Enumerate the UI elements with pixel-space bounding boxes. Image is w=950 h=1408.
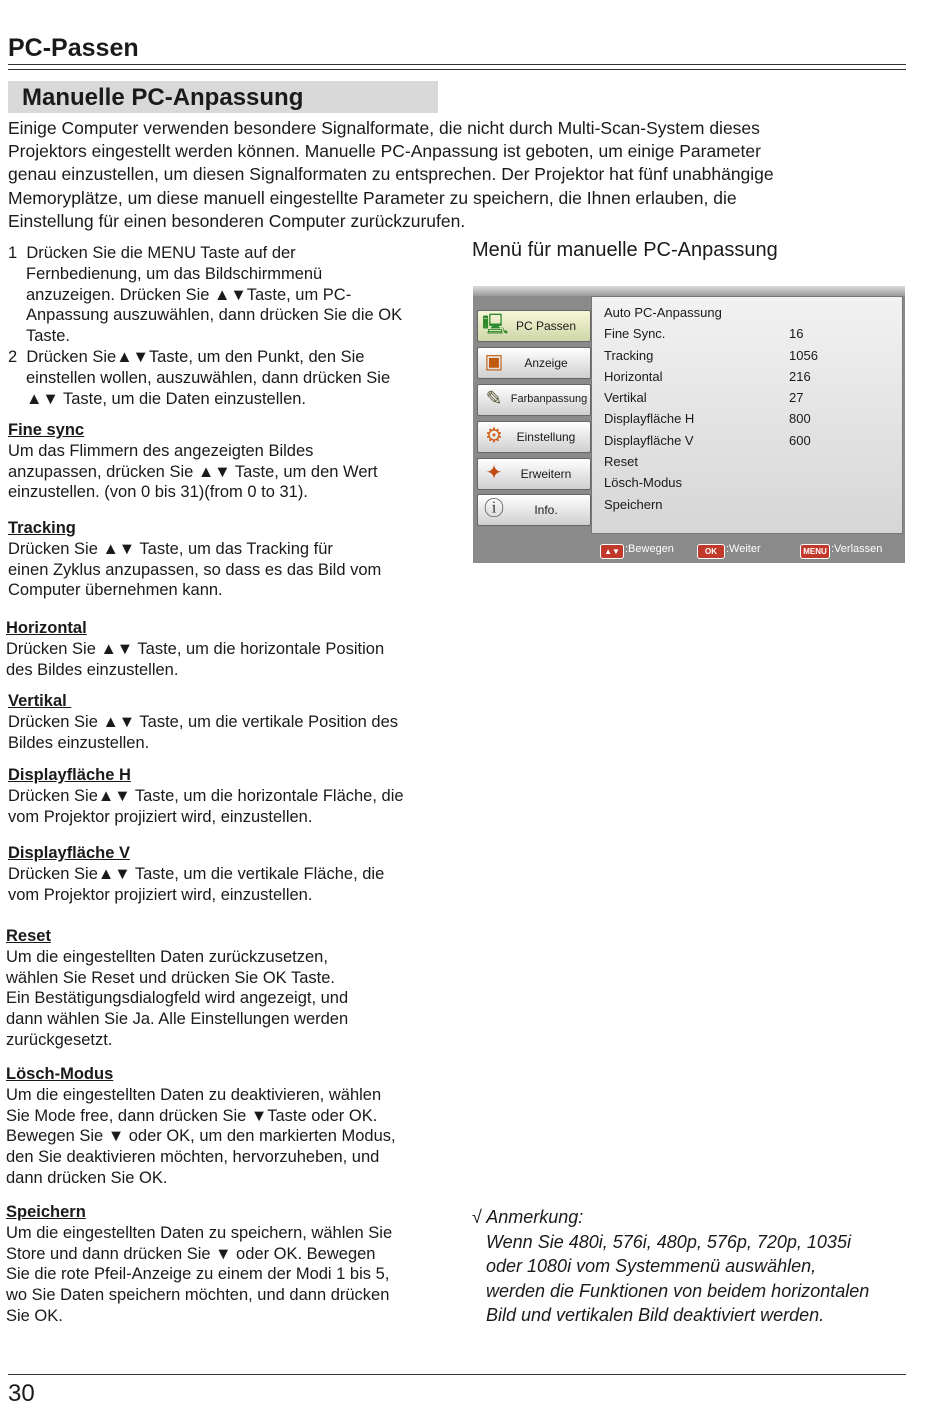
gears-icon: ⚙: [485, 425, 503, 447]
menu-caption: Menü für manuelle PC-Anpassung: [472, 239, 778, 261]
header-rule: [8, 64, 906, 65]
item-line: Drücken Sie ▲▼ Taste, um die horizontale Position: [6, 639, 385, 658]
osd-top-bar: [473, 286, 905, 296]
item-line: Drücken Sie ▲▼ Taste, um das Tracking für: [8, 539, 333, 558]
intro-line: Einige Computer verwenden besondere Signalformate, die nicht durch Multi-Scan-System dieses: [8, 118, 760, 138]
tab-label: Erweitern: [520, 467, 572, 481]
item-heading: Displayfläche H: [8, 766, 131, 784]
intro-line: Einstellung für einen besonderen Computer zurückzurufen.: [8, 210, 466, 231]
header-rule-thin: [8, 69, 906, 70]
item-line: Um die eingestellten Daten zurückzusetzen,: [6, 947, 328, 966]
menu-row-value: 216: [789, 369, 811, 384]
menu-row-label: Displayfläche V: [604, 433, 694, 448]
tab-pc-passen[interactable]: [477, 310, 591, 342]
note-line: werden die Funktionen von beidem horizontalen: [486, 1280, 870, 1301]
item-line: Drücken Sie▲▼ Taste, um die vertikale Fläche, die: [8, 864, 385, 883]
steps: [8, 243, 448, 409]
item-loesch-modus: [6, 1064, 446, 1189]
step-line: 1 Drücken Sie die MENU Taste auf der: [8, 244, 296, 262]
footer-rule: [8, 1374, 906, 1375]
item-line: Um die eingestellten Daten zu deaktivieren, wählen: [6, 1085, 382, 1104]
info-icon: ⓘ: [484, 498, 504, 520]
menu-row-fine-sync[interactable]: [604, 323, 894, 344]
item-vertikal: [8, 691, 448, 753]
note-title: √ Anmerkung:: [472, 1207, 584, 1227]
menu-row-label: Speichern: [604, 497, 663, 512]
item-line: anzupassen, drücken Sie ▲▼ Taste, um den Wert: [8, 462, 378, 481]
item-line: dann drücken Sie OK.: [6, 1168, 168, 1187]
item-line: Sie Mode free, dann drücken Sie ▼Taste oder OK.: [6, 1106, 378, 1125]
note-line: oder 1080i vom Systemmenü auswählen,: [486, 1256, 817, 1276]
step-line: Fernbedienung, um das Bildschirmmenü: [26, 264, 323, 283]
item-line: zurückgesetzt.: [6, 1030, 113, 1049]
menu-row-value: 800: [789, 411, 811, 426]
step-line: einstellen wollen, auszuwählen, dann drücken Sie: [26, 368, 391, 387]
menu-row-speichern[interactable]: [604, 494, 894, 515]
item-fine-sync: [8, 420, 448, 503]
menu-row-label: Tracking: [604, 348, 654, 363]
section-title: Manuelle PC-Anpassung: [22, 84, 304, 111]
menu-row-value: 600: [789, 433, 811, 448]
item-speichern: [6, 1202, 446, 1327]
display-icon: ▣: [484, 351, 504, 373]
extend-icon: ✦: [485, 462, 503, 484]
menu-row-displayflaeche-h[interactable]: [604, 408, 894, 429]
item-line: Store und dann drücken Sie ▼ oder OK. Bewegen: [6, 1244, 376, 1263]
tab-einstellung[interactable]: [477, 421, 591, 453]
note-line: Wenn Sie 480i, 576i, 480p, 576p, 720p, 1035i: [486, 1231, 851, 1252]
menu-row-label: Lösch-Modus: [604, 475, 683, 490]
intro-line: genau einzustellen, um diesen Signalformaten zu entsprechen. Der Projektor hat fünf unabhängige: [8, 164, 774, 185]
item-line: Um die eingestellten Daten zu speichern, wählen Sie: [6, 1223, 393, 1242]
menu-row-value: 1056: [789, 348, 818, 363]
tab-farbanpassung[interactable]: [477, 384, 591, 416]
item-displayflaeche-v: [8, 843, 448, 905]
item-line: Drücken Sie ▲▼ Taste, um die vertikale Position des: [8, 712, 399, 731]
item-line: wo Sie Daten speichern möchten, und dann drücken: [6, 1286, 390, 1305]
footer-move-label: :Bewegen: [625, 543, 674, 555]
item-line: dann wählen Sie Ja. Alle Einstellungen werden: [6, 1010, 349, 1029]
item-line: einen Zyklus anzupassen, so dass es das Bild vom: [8, 560, 382, 579]
tab-label: Farbanpassung: [510, 393, 588, 405]
item-heading: Displayfläche V: [8, 844, 130, 862]
item-line: Um das Flimmern des angezeigten Bildes: [8, 441, 314, 460]
pc-icon: 🖳: [482, 314, 509, 336]
item-line: vom Projektor projiziert wird, einzustellen.: [8, 807, 313, 826]
page-title: PC-Passen: [8, 34, 139, 62]
tab-label: Einstellung: [516, 430, 576, 444]
note-box: [472, 1205, 912, 1328]
item-displayflaeche-h: [8, 765, 448, 827]
menu-row-reset[interactable]: [604, 451, 894, 472]
item-line: Ein Bestätigungsdialogfeld wird angezeigt, und: [6, 989, 349, 1008]
tab-erweitern[interactable]: [477, 458, 591, 490]
item-line: einzustellen. (von 0 bis 31)(from 0 to 31).: [8, 483, 308, 502]
item-line: wählen Sie Reset und drücken Sie OK Taste.: [6, 968, 335, 987]
item-heading: Lösch-Modus: [6, 1065, 114, 1083]
menu-row-tracking[interactable]: [604, 345, 894, 366]
item-line: des Bildes einzustellen.: [6, 660, 179, 679]
step-line: Anpassung auszuwählen, dann drücken Sie die OK: [26, 306, 403, 325]
item-line: Drücken Sie▲▼ Taste, um die horizontale Fläche, die: [8, 786, 404, 805]
intro-paragraph: [8, 117, 888, 233]
item-heading: Vertikal: [8, 692, 72, 710]
menu-row-label: Horizontal: [604, 369, 663, 384]
step-line: ▲▼ Taste, um die Daten einzustellen.: [26, 389, 307, 408]
tab-label: Info.: [534, 503, 558, 517]
menu-row-label: Auto PC-Anpassung: [604, 305, 722, 320]
item-heading: Speichern: [6, 1203, 86, 1221]
menu-row-label: Vertikal: [604, 390, 647, 405]
page-number: 30: [8, 1380, 35, 1407]
menu-row-displayflaeche-v[interactable]: [604, 430, 894, 451]
item-heading: Reset: [6, 927, 51, 945]
item-line: Computer übernehmen kann.: [8, 581, 223, 600]
menu-row-label: Fine Sync.: [604, 326, 666, 341]
palette-icon: ✎: [485, 388, 503, 410]
menu-row-value: 16: [789, 326, 804, 341]
item-heading: Horizontal: [6, 619, 87, 637]
step-line: anzuzeigen. Drücken Sie ▲▼Taste, um PC-: [26, 285, 352, 304]
tab-info[interactable]: [477, 494, 591, 526]
menu-row-vertikal[interactable]: [604, 387, 894, 408]
tab-anzeige[interactable]: [477, 347, 591, 379]
intro-line: Memoryplätze, um diese manuell eingestellte Parameter zu speichern, die Ihnen erlauben, die: [8, 187, 737, 208]
menu-row-label: Reset: [604, 454, 638, 469]
menu-row-label: Displayfläche H: [604, 411, 695, 426]
item-reset: [6, 926, 446, 1051]
menu-row-value: 27: [789, 390, 804, 405]
item-heading: Fine sync: [8, 421, 85, 439]
item-tracking: [8, 518, 448, 601]
footer-ok-label: :Weiter: [726, 543, 761, 555]
item-line: Sie OK.: [6, 1306, 63, 1325]
tab-label: Anzeige: [524, 356, 568, 370]
osd-menu-list: [591, 296, 903, 534]
menu-row-loesch-modus[interactable]: [604, 472, 894, 493]
item-line: Bewegen Sie ▼ oder OK, um den markierten Modus,: [6, 1127, 396, 1146]
item-line: Sie die rote Pfeil-Anzeige zu einem der Modi 1 bis 5,: [6, 1265, 390, 1284]
step-line: 2 Drücken Sie▲▼Taste, um den Punkt, den Sie: [8, 347, 365, 366]
footer-menu-label: :Verlassen: [831, 543, 883, 555]
osd-footer: [473, 539, 905, 563]
item-horizontal: [6, 618, 446, 680]
move-key-icon: ▲▼: [600, 544, 624, 559]
item-line: Bildes einzustellen.: [8, 733, 150, 752]
item-line: den Sie deaktivieren möchten, hervorzuheben, und: [6, 1148, 380, 1167]
tab-label: PC Passen: [515, 319, 577, 333]
intro-line: Projektors eingestellt werden können. Manuelle PC-Anpassung ist geboten, um einige Parameter: [8, 141, 761, 162]
ok-key-icon: OK: [697, 544, 725, 559]
step-line: Taste.: [26, 327, 71, 346]
menu-row-horizontal[interactable]: [604, 366, 894, 387]
menu-key-icon: MENU: [800, 544, 830, 559]
item-heading: Tracking: [8, 519, 76, 537]
osd-menu: [473, 286, 905, 563]
menu-row-auto-pc[interactable]: [604, 302, 894, 323]
note-line: Bild und vertikalen Bild deaktiviert werden.: [486, 1305, 825, 1325]
item-line: vom Projektor projiziert wird, einzustellen.: [8, 885, 313, 904]
